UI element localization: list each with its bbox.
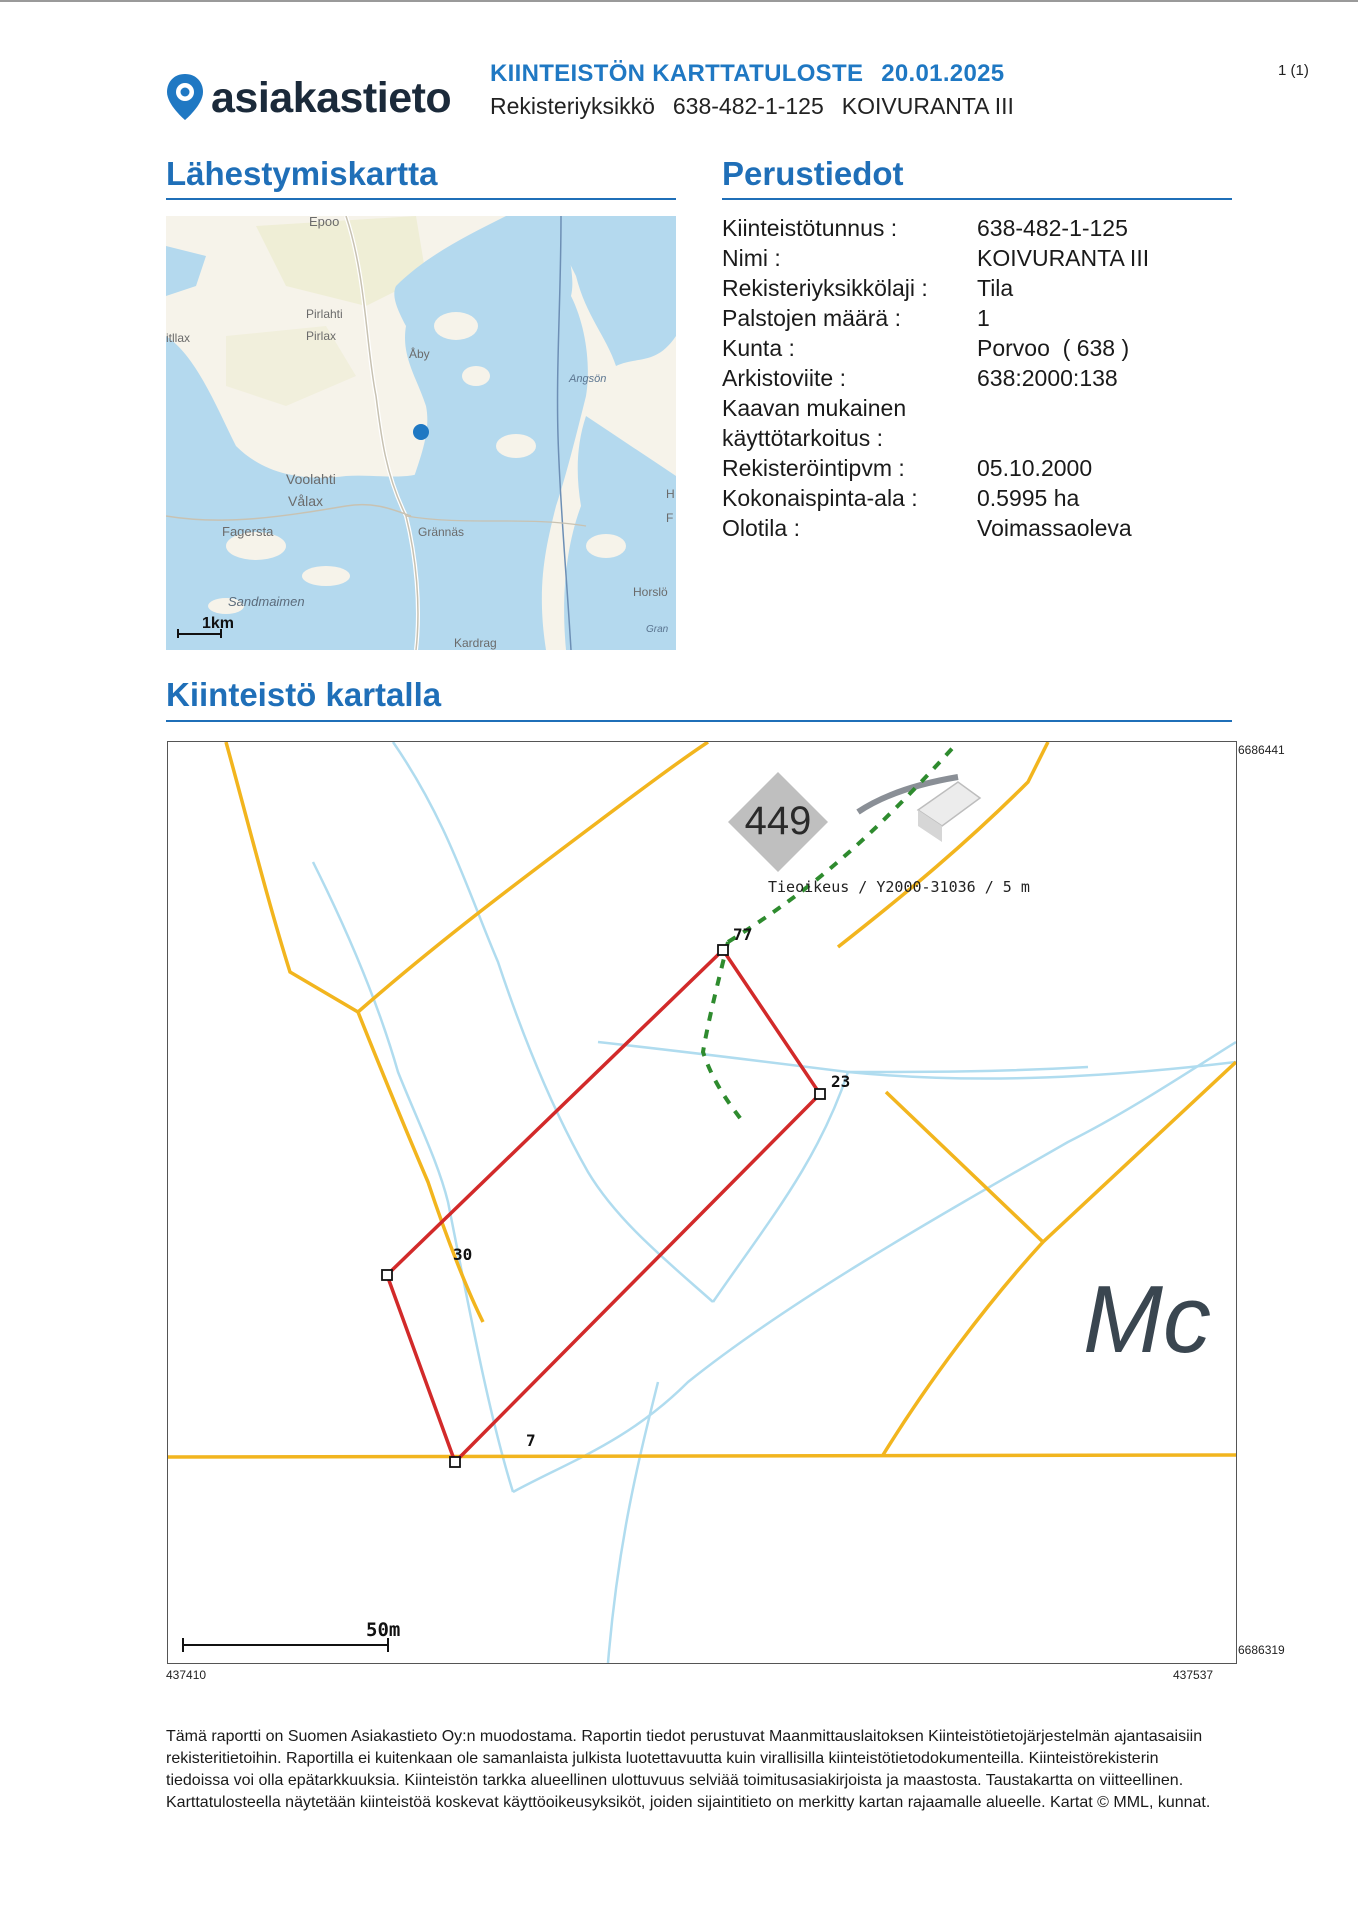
info-row (722, 483, 1149, 513)
place-label: Sandmaimen (228, 594, 305, 609)
place-label: H (666, 487, 675, 501)
unit-label: Rekisteriyksikkö (490, 93, 655, 119)
info-row (722, 423, 1149, 453)
coord-east-left: 437410 (166, 1668, 207, 1682)
info-value: 638:2000:138 (977, 365, 1118, 391)
coord-east-right: 437537 (1173, 1668, 1214, 1682)
info-row (722, 273, 1149, 303)
scan-edge (0, 0, 1358, 2)
overview-map (166, 216, 676, 650)
section-title-overview: Lähestymiskartta (166, 155, 438, 192)
disclaimer-text: Tämä raportti on Suomen Asiakastieto Oy:n muodostama. Raportin tiedot perustuvat Maanmittauslaitoksen Kiinteistötietojärjestelmän ajantasaisiin rekisteritietoihin. Raportilla ei kuitenkaan ole samanlaista julkista luotettavuutta kuin virallisilla kiinteistötietodokumenteilla. Kiinteistörekisterin tiedoissa voi olla epätarkkuuksia. Kiinteistön tarkka alueellinen ulottuvuus selviää toimitusasiakirjoista ja maastosta. Taustakartta on viitteellinen. Karttatulosteella näytetään kiinteistöä koskevat käyttöoikeusyksiköt, joiden sijaintitieto on merkitty kartan rajaamalle alueelle. Kartat © MML, kunnat. (166, 1728, 1211, 1811)
info-label: Palstojen määrä : (722, 305, 901, 331)
coord-north-top: 6686441 (1238, 743, 1285, 757)
scale-label: 50m (366, 1619, 401, 1641)
place-label: itllax (166, 331, 191, 345)
info-label: Olotila : (722, 515, 800, 541)
info-row (722, 453, 1149, 483)
info-value: 05.10.2000 (977, 455, 1093, 481)
brand-logo (165, 72, 451, 124)
place-label: Kardrag (454, 636, 497, 650)
boundary-point-label: 30 (453, 1245, 473, 1264)
place-label: Grännäs (418, 525, 465, 539)
location-pin-icon (165, 72, 205, 124)
info-row (722, 333, 1149, 363)
place-label: Horslö (633, 585, 668, 599)
boundary-point-label: 77 (733, 925, 753, 944)
easement-label: Tieoikeus / Y2000-31036 / 5 m (768, 878, 1030, 896)
report-title (490, 60, 1004, 88)
place-label: Pirlahti (306, 307, 343, 321)
report-subtitle (490, 93, 1032, 120)
place-label: Åby (409, 347, 430, 361)
basic-info-list (722, 213, 1149, 543)
info-label: Rekisteriyksikkölaji : (722, 275, 928, 301)
place-label: Pirlax (306, 329, 337, 343)
info-row (722, 513, 1149, 543)
info-value: 0.5995 ha (977, 485, 1080, 511)
area-name-label: Mc (1083, 1266, 1211, 1373)
section-rule-basic-info (722, 198, 1232, 200)
boundary-point-marker (718, 945, 728, 955)
location-marker-icon (413, 424, 429, 440)
info-value: Tila (977, 275, 1014, 301)
overview-map-graphic (166, 216, 676, 650)
boundary-point-marker (815, 1089, 825, 1099)
scale-label: 1km (202, 615, 235, 632)
unit-name: KOIVURANTA III (841, 93, 1014, 119)
section-title-property-map: Kiinteistö kartalla (166, 676, 442, 713)
section-rule-overview (166, 198, 676, 200)
info-row (722, 303, 1149, 333)
boundary-point-marker (450, 1457, 460, 1467)
report-date: 20.01.2025 (881, 60, 1005, 87)
coord-north-bottom: 6686319 (1238, 1643, 1285, 1657)
info-row (722, 213, 1149, 243)
section-rule-property-map (166, 720, 1232, 722)
place-label: Vålax (288, 493, 324, 509)
unit-id: 638-482-1-125 (672, 93, 824, 119)
boundary-point-marker (382, 1270, 392, 1280)
place-label: Gran (646, 624, 669, 635)
info-row (722, 363, 1149, 393)
property-map-graphic (168, 742, 1236, 1663)
info-row (722, 393, 1149, 423)
report-title-text: KIINTEISTÖN KARTTATULOSTE (490, 60, 864, 87)
info-label: Kokonaispinta-ala : (722, 485, 918, 511)
boundary-point-label: 23 (831, 1072, 851, 1091)
info-label: Nimi : (722, 245, 781, 271)
place-label: F (666, 511, 674, 525)
info-label: Kunta : (722, 335, 795, 361)
info-label: Kaavan mukainen (722, 395, 907, 421)
info-value: 638-482-1-125 (977, 215, 1128, 241)
info-value (977, 423, 1149, 453)
info-value: Voimassaoleva (977, 515, 1132, 541)
info-label: Kiinteistötunnus : (722, 215, 898, 241)
info-row (722, 243, 1149, 273)
brand-name: asiakastieto (211, 73, 452, 122)
page-number: 1 (1) (1278, 62, 1309, 79)
info-value: 1 (977, 305, 990, 331)
place-label: Voolahti (286, 471, 336, 487)
info-value: KOIVURANTA III (977, 245, 1150, 271)
section-title-basic-info: Perustiedot (722, 155, 904, 192)
boundary-point-label: 7 (526, 1431, 536, 1450)
road-number-label: 449 (744, 799, 812, 843)
place-label: Fagersta (222, 524, 274, 539)
property-map (167, 741, 1237, 1664)
place-label: Epoo (309, 216, 340, 229)
info-value: Porvoo ( 638 ) (977, 335, 1130, 361)
info-label: Rekisteröintipvm : (722, 455, 905, 481)
info-label: Arkistoviite : (722, 365, 846, 391)
info-label: käyttötarkoitus : (722, 425, 884, 451)
place-label: Angsön (569, 373, 607, 385)
info-value (977, 393, 1149, 423)
